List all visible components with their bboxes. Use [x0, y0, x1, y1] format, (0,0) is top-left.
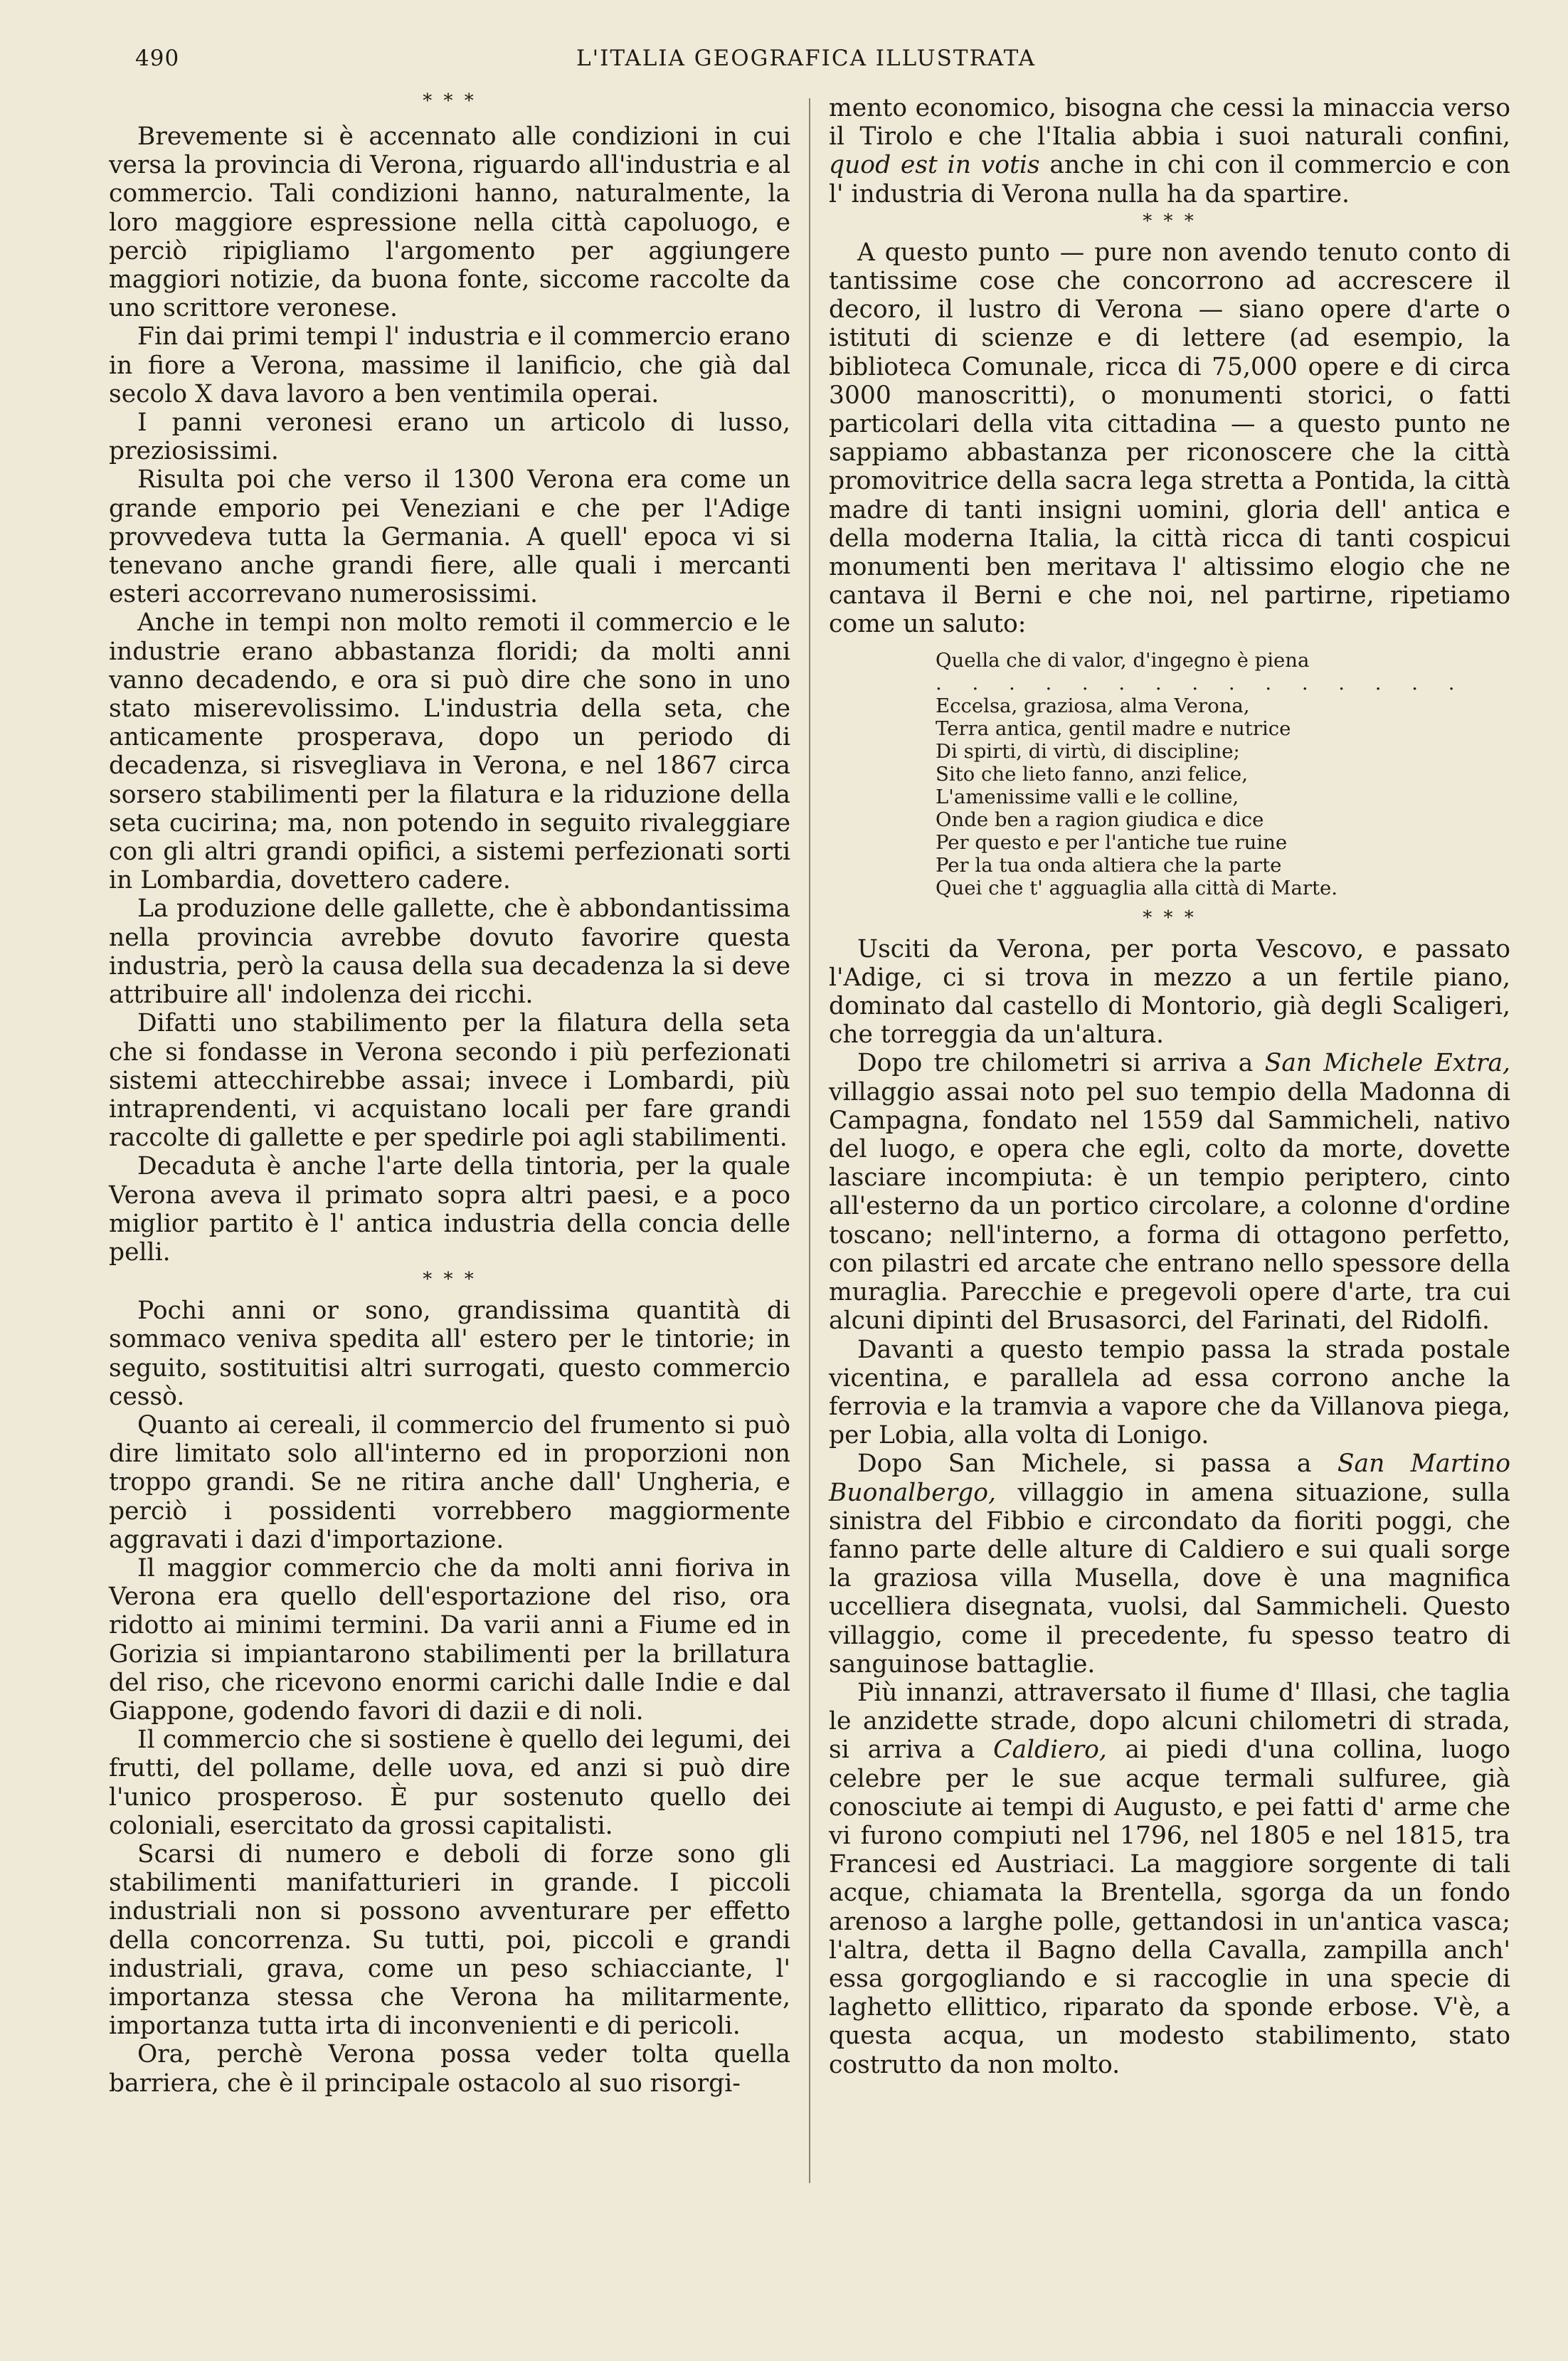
- paragraph: Davanti a questo tempio passa la strada postale vicentina, e parallela ad essa corrono anche la ferrovia e la tramvia a vapore che da Villanova piega, per Lobia, alla volta di Lonigo.: [829, 1335, 1510, 1450]
- paragraph: Il commercio che si sostiene è quello dei legumi, dei frutti, del pollame, delle uova, ed anzi si può dire l'unico prosperoso. È pur sostenuto quello dei coloniali, esercitato da grossi capitalisti.: [109, 1726, 790, 1840]
- verse-line: Per questo e per l'antiche tue ruine: [936, 830, 1288, 854]
- paragraph: Scarsi di numero e deboli di forze sono gli stabilimenti manifatturieri in grande. I piccoli industriali non si possono avventurare per effetto della concorrenza. Su tutti, poi, piccoli e grandi industriali, grava, come un peso schiacciante, l' importanza stessa che Verona ha militarmente, importanza tutta irta di inconvenienti e di pericoli.: [109, 1839, 790, 2041]
- verse-line: Onde ben a ragion giudica e dice: [936, 808, 1264, 831]
- paragraph: Il maggior commercio che da molti anni fioriva in Verona era quello dell'esportazione del riso, ora ridotto ai minimi termini. Da varii anni a Fiume ed in Gorizia si impiantarono stabilimenti per la brillatura del riso, che ricevono enormi carichi dalle Indie e dal Giappone, godendo favori di dazii e di noli.: [109, 1553, 790, 1726]
- section-separator: * * *: [423, 90, 477, 112]
- paragraph: Quanto ai cereali, il commercio del frumento si può dire limitato solo all'interno ed in proporzioni non troppo grandi. Se ne ritira anche dall' Ungheria, e perciò i possidenti vorrebbero maggiormente aggravati i dazi d'importazione.: [109, 1410, 790, 1554]
- right-column: [829, 94, 1510, 2079]
- section-separator: * * *: [1143, 907, 1197, 929]
- paragraph: I panni veronesi erano un articolo di lusso, preziosissimi.: [109, 408, 790, 466]
- verse-line: Per la tua onda altiera che la parte: [936, 853, 1282, 877]
- verse-quotation: [936, 649, 1510, 899]
- section-separator: * * *: [1143, 210, 1197, 232]
- verse-line: Sito che lieto fanno, anzi felice,: [936, 762, 1248, 786]
- paragraph: Brevemente si è accennato alle condizioni in cui versa la provincia di Verona, riguardo all'industria e al commercio. Tali condizioni hanno, naturalmente, la loro maggiore espressione nella città capoluogo, e perciò ripigliamo l'argomento per aggiungere maggiori notizie, da buona fonte, siccome raccolte da uno scrittore veronese.: [109, 122, 790, 323]
- paragraph: La produzione delle gallette, che è abbondantissima nella provincia avrebbe dovuto favorire questa industria, però la causa della sua decadenza la si deve attribuire all' indolenza dei ricchi.: [109, 894, 790, 1010]
- paragraph: Dopo tre chilometri si arriva a San Michele Extra, villaggio assai noto pel suo tempio della Madonna di Campagna, fondato nel 1559 dal Sammicheli, nativo del luogo, e opera che egli, colto da morte, dovette lasciare incompiuta: è un tempio periptero, cinto all'esterno da un portico circolare, a colonne d'ordine toscano; nell'interno, a forma di ottagono perfetto, con pilastri ed arcate che entrano nello spessore della muraglia. Parecchie e pregevoli opere d'arte, tra cui alcuni dipinti del Brusasorci, del Farinati, del Ridolfi.: [829, 1049, 1510, 1336]
- paragraph: mento economico, bisogna che cessi la minaccia verso il Tirolo e che l'Italia abbia i suoi naturali confini, quod est in votis anche in chi con il commercio e con l' industria di Verona nulla ha da spartire.: [829, 94, 1510, 208]
- paragraph: Dopo San Michele, si passa a San Martino Buonalbergo, villaggio in amena situazione, sulla sinistra del Fibbio e circondato da fioriti poggi, che fanno parte delle alture di Caldiero e sui quali sorge la graziosa villa Musella, dove è una magnifica uccelliera disegnata, vuolsi, dal Sammicheli. Questo villaggio, come il precedente, fu spesso teatro di sanguinose battaglie.: [829, 1449, 1511, 1679]
- verse-line: Quella che di valor, d'ingegno è piena: [936, 648, 1310, 672]
- verse-line: L'amenissime valli e le colline,: [936, 785, 1239, 808]
- paragraph: Pochi anni or sono, grandissima quantità di sommaco veniva spedita all' estero per le tintorie; in seguito, sostituitisi altri surrogati, questo commercio cessò.: [109, 1296, 790, 1411]
- paragraph: Ora, perchè Verona possa veder tolta quella barriera, che è il principale ostacolo al suo risorgi-: [109, 2040, 790, 2098]
- paragraph: Fin dai primi tempi l' industria e il commercio erano in fiore a Verona, massime il lanificio, che già dal secolo X dava lavoro a ben ventimila operai.: [109, 322, 790, 408]
- running-title: L'ITALIA GEOGRAFICA ILLUSTRATA: [576, 46, 1036, 71]
- verse-line: Eccelsa, graziosa, alma Verona,: [936, 694, 1250, 717]
- paragraph: Risulta poi che verso il 1300 Verona era come un grande emporio pei Veneziani e che per l'Adige provvedeva tutta la Germania. A quell' epoca vi si tenevano anche grandi fiere, alle quali i mercanti esteri accorrevano numerosissimi.: [109, 465, 790, 609]
- running-head: [0, 46, 1568, 81]
- verse-ellipsis: . . . . . . . . . . . . . . .: [936, 671, 1467, 694]
- paragraph: A questo punto — pure non avendo tenuto conto di tantissime cose che concorrono ad accrescere il decoro, il lustro di Verona — siano opere d'arte o istituti di scienze e di lettere (ad esempio, la biblioteca Comunale, ricca di 75,000 opere e di circa 3000 manoscritti), o monumenti storici, o fatti particolari della vita cittadina — a questo punto ne sappiamo abbastanza per riconoscere che la città promovitrice della sacra lega stretta a Pontida, la città madre di tanti insigni uomini, gloria dell' antica e della moderna Italia, la città ricca di tanti cospicui monumenti ben meritava l' altissimo elogio che ne cantava il Berni e che noi, nel partirne, ripetiamo come un saluto:: [829, 238, 1510, 639]
- paragraph: Usciti da Verona, per porta Vescovo, e passato l'Adige, ci si trova in mezzo a un fertile piano, dominato dal castello di Montorio, già degli Scaligeri, che torreggia da un'altura.: [829, 934, 1510, 1050]
- left-column: [109, 90, 790, 2098]
- verse-line: Di spirti, di virtù, di discipline;: [936, 739, 1240, 763]
- paragraph: Più innanzi, attraversato il fiume d' Illasi, che taglia le anzidette strade, dopo alcuni chilometri di strada, si arriva a Caldiero, ai piedi d'una collina, luogo celebre per le sue acque termali sulfuree, già conosciute ai tempi di Augusto, e pei fatti d' arme che vi furono compiuti nel 1796, nel 1805 e nel 1815, tra Francesi ed Austriaci. La maggiore sorgente di tali acque, chiamata la Brentella, sgorga da un fondo arenoso a larghe polle, gettandosi in un'antica vasca; l'altra, detta il Bagno della Cavalla, zampilla anch' essa gorgogliando e si raccoglie in una specie di laghetto ellittico, riparato da sponde erbose. V'è, a questa acqua, un modesto stabilimento, stato costrutto da non molto.: [829, 1678, 1510, 2079]
- paragraph: Anche in tempi non molto remoti il commercio e le industrie erano abbastanza floridi; da molti anni vanno decadendo, e ora si può dire che sono in uno stato miserevolissimo. L'industria della seta, che anticamente prosperava, dopo un periodo di decadenza, si risvegliava in Verona, e nel 1867 circa sorsero stabilimenti per la filatura e la riduzione della seta cucirina; ma, non potendo in seguito rivaleggiare con gli altri grandi opifici, a sistemi perfezionati sorti in Lombardia, dovettero cadere.: [109, 608, 790, 895]
- column-divider: [809, 98, 810, 2183]
- paragraph: Difatti uno stabilimento per la filatura della seta che si fondasse in Verona secondo i più perfezionati sistemi attecchirebbe assai; invece i Lombardi, più intraprendenti, vi acquistano locali per fare grandi raccolte di gallette e per spedirle poi agli stabilimenti.: [109, 1009, 790, 1153]
- page-number: 490: [135, 46, 180, 71]
- section-separator: * * *: [423, 1269, 477, 1291]
- paragraph: Decaduta è anche l'arte della tintoria, per la quale Verona aveva il primato sopra altri paesi, e a poco miglior partito è l' antica industria della concia delle pelli.: [109, 1152, 790, 1267]
- verse-line: Terra antica, gentil madre e nutrice: [936, 717, 1291, 740]
- verse-line: Quei che t' agguaglia alla città di Marte.: [936, 876, 1338, 899]
